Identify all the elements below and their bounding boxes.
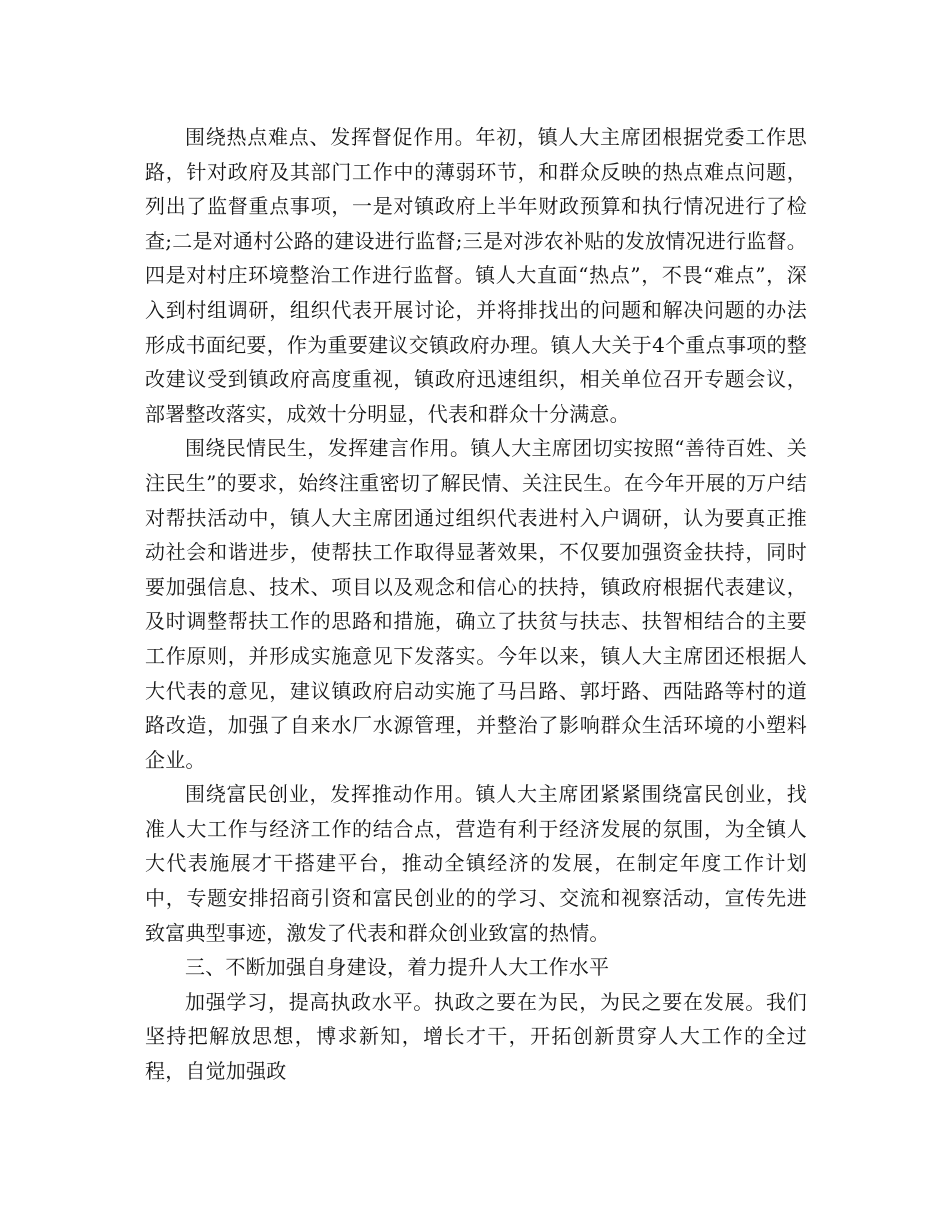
- paragraph-supervision: 围绕热点难点、发挥督促作用。年初，镇人大主席团根据党委工作思路，针对政府及其部门工作中的薄弱环节，和群众反映的热点难点问题，列出了监督重点事项，一是对镇政府上半年财政预算和执行情况进行了检查;二是对通村公路的建设进行监督;三是对涉农补贴的发放情况进行监督。四是对村庄环境整治工作进行监督。镇人大直面“热点”，不畏“难点”，深入到村组调研，组织代表开展讨论，并将排找出的问题和解决问题的办法形成书面纪要，作为重要建议交镇政府办理。镇人大关于4个重点事项的整改建议受到镇政府高度重视，镇政府迅速组织，相关单位召开专题会议，部署整改落实，成效十分明显，代表和群众十分满意。: [145, 125, 807, 426]
- section-heading: 三、不断加强自身建设，着力提升人大工作水平: [185, 955, 610, 980]
- paragraph-livelihood: 围绕民情民生，发挥建言作用。镇人大主席团切实按照“善待百姓、关注民生”的要求，始终注重密切了解民情、关注民生。在今年开展的万户结对帮扶活动中，镇人大主席团通过组织代表进村入户调研，认为要真正推动社会和谐进步，使帮扶工作取得显著效果，不仅要加强资金扶持，同时要加强信息、技术、项目以及观念和信心的扶持，镇政府根据代表建议，及时调整帮扶工作的思路和措施，确立了扶贫与扶志、扶智相结合的主要工作原则，并形成实施意见下发落实。今年以来，镇人大主席团还根据人大代表的意见，建议镇政府启动实施了马吕路、郭圩路、西陆路等村的道路改造，加强了自来水厂水源管理，并整治了影响群众生活环境的小塑料企业。: [145, 436, 807, 772]
- paragraph-study: 加强学习，提高执政水平。执政之要在为民，为民之要在发展。我们坚持把解放思想，博求新知，增长才干，开拓创新贯穿人大工作的全过程，自觉加强政: [145, 989, 807, 1084]
- paragraph-entrepreneurship: 围绕富民创业，发挥推动作用。镇人大主席团紧紧围绕富民创业，找准人大工作与经济工作的结合点，营造有利于经济发展的氛围，为全镇人大代表施展才干搭建平台，推动全镇经济的发展，在制定年度工作计划中，专题安排招商引资和富民创业的的学习、交流和视察活动，宣传先进致富典型事迹，激发了代表和群众创业致富的热情。: [145, 782, 807, 945]
- document-body: [145, 120, 807, 1089]
